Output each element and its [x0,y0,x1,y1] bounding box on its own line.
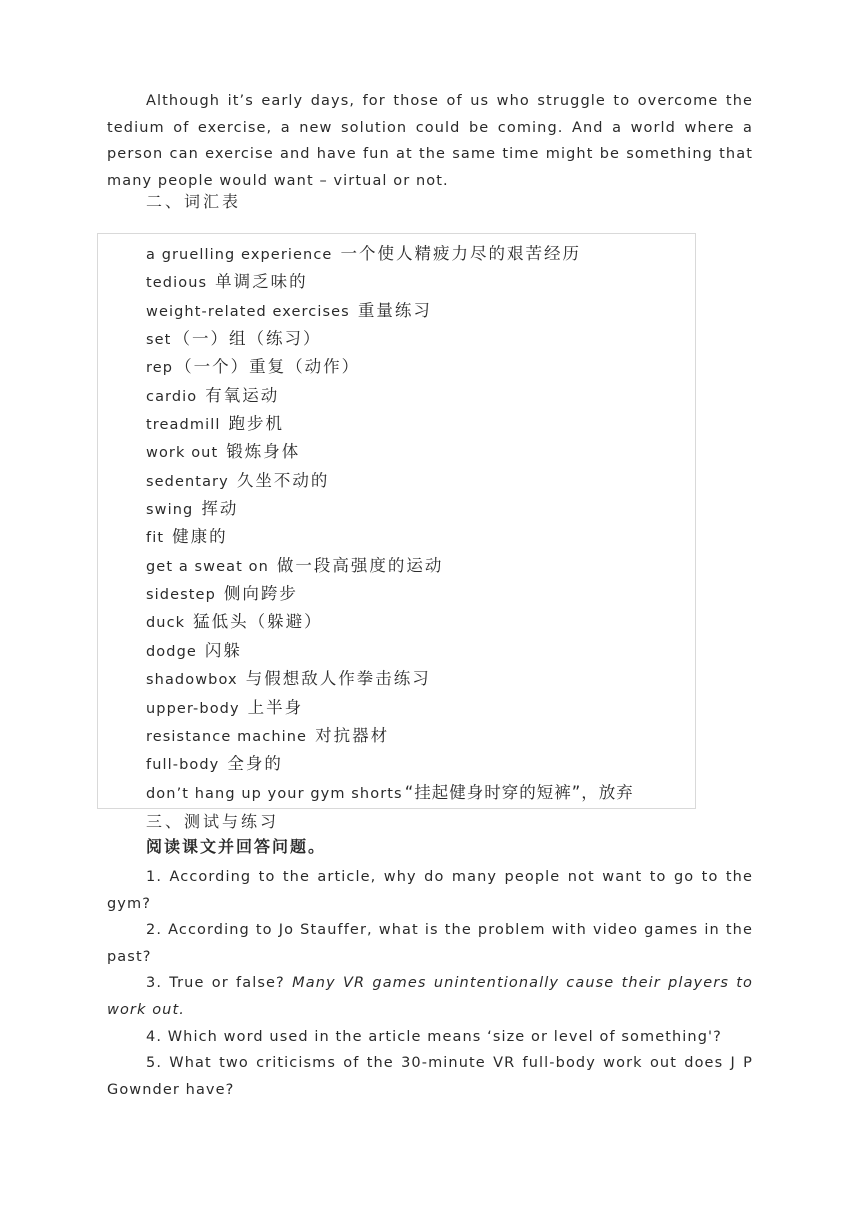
vocab-term: resistance machine [146,728,308,745]
vocab-item [146,353,634,381]
vocab-term: work out [146,445,219,462]
vocab-translation: 挥动 [201,499,239,519]
section-heading-test: 三、测试与练习 [146,812,280,831]
vocab-translation: （一个）重复（动作） [175,357,361,377]
questions-list [107,864,753,1103]
vocab-term: dodge [146,643,197,660]
vocab-item [146,552,634,580]
vocab-term: duck [146,615,186,632]
vocab-translation: 单调乏味的 [215,272,308,292]
vocab-term: weight-related exercises [146,303,350,320]
vocab-translation: 一个使人精疲力尽的艰苦经历 [340,244,581,263]
vocabulary-list [146,240,634,807]
question-1: 1. According to the article, why do many people not want to go to the gym? [107,869,753,912]
vocab-item [146,467,634,495]
vocab-item [146,694,634,722]
vocab-item [146,268,634,296]
vocab-term: fit [146,530,165,547]
question-5: 5. What two criticisms of the 30-minute VR full-body work out does J P Gownder have? [107,1055,753,1098]
vocab-translation: 与假想敌人作拳击练习 [245,669,431,689]
question-3 [107,970,753,1023]
vocab-term: rep [146,360,174,377]
vocab-translation: （一）组（练习） [173,329,322,349]
vocab-item [146,382,634,410]
vocab-term: get a sweat on [146,558,269,575]
vocab-item [146,523,634,551]
vocab-item [146,779,634,807]
vocab-translation: 有氧运动 [205,385,280,405]
section-heading-vocabulary: 二、词汇表 [146,192,242,211]
vocab-item [146,637,634,665]
vocab-item [146,722,634,750]
vocab-translation: 重量练习 [357,300,432,320]
question-3-statement: Many VR games unintentionally cause their players to work out. [107,975,753,1018]
vocab-item [146,750,634,778]
vocab-term: tedious [146,275,208,292]
task-instruction: 阅读课文并回答问题。 [146,837,327,856]
vocab-term: treadmill [146,417,221,434]
vocab-item [146,297,634,325]
vocab-item [146,240,634,268]
question-3-prefix: 3. True or false? [146,975,293,992]
question-4: 4. Which word used in the article means ‘size or level of something'? [146,1028,722,1045]
vocab-term: a gruelling experience [146,247,333,263]
vocab-translation: 做一段高强度的运动 [276,555,444,575]
vocab-translation: 侧向跨步 [223,584,298,604]
vocab-translation: 久坐不动的 [236,470,330,490]
vocab-translation: “挂起健身时穿的短裤”，放弃 [404,782,634,802]
vocab-term: shadowbox [146,672,238,689]
vocab-item [146,438,634,466]
vocab-item [146,495,634,523]
vocab-item [146,325,634,353]
vocab-translation: 闪躲 [204,640,242,660]
vocab-term: sedentary [146,473,229,490]
vocab-term: set [146,332,172,349]
question-2: 2. According to Jo Stauffer, what is the problem with video games in the past? [107,922,753,965]
vocab-term: cardio [146,388,198,405]
vocab-term: full-body [146,757,220,774]
vocab-translation: 锻炼身体 [226,442,301,462]
vocab-item [146,410,634,438]
vocab-translation: 跑步机 [228,414,284,434]
vocab-item [146,608,634,636]
vocab-term: don’t hang up your gym shorts [146,785,403,802]
vocab-translation: 对抗器材 [315,725,390,745]
vocab-term: swing [146,502,194,519]
vocab-item [146,665,634,693]
intro-paragraph: Although it’s early days, for those of us who struggle to overcome the tedium of exercise, a new solution could be coming. And a world where a person can exercise and have fun at the same time might be something that many people would want – virtual or not. [107,93,753,189]
vocab-translation: 健康的 [172,527,228,547]
vocab-term: sidestep [146,587,216,604]
vocab-translation: 猛低头（躲避） [193,612,323,632]
vocab-item [146,580,634,608]
vocab-term: upper-body [146,700,240,717]
vocab-translation: 上半身 [247,697,304,717]
vocab-translation: 全身的 [227,754,283,774]
